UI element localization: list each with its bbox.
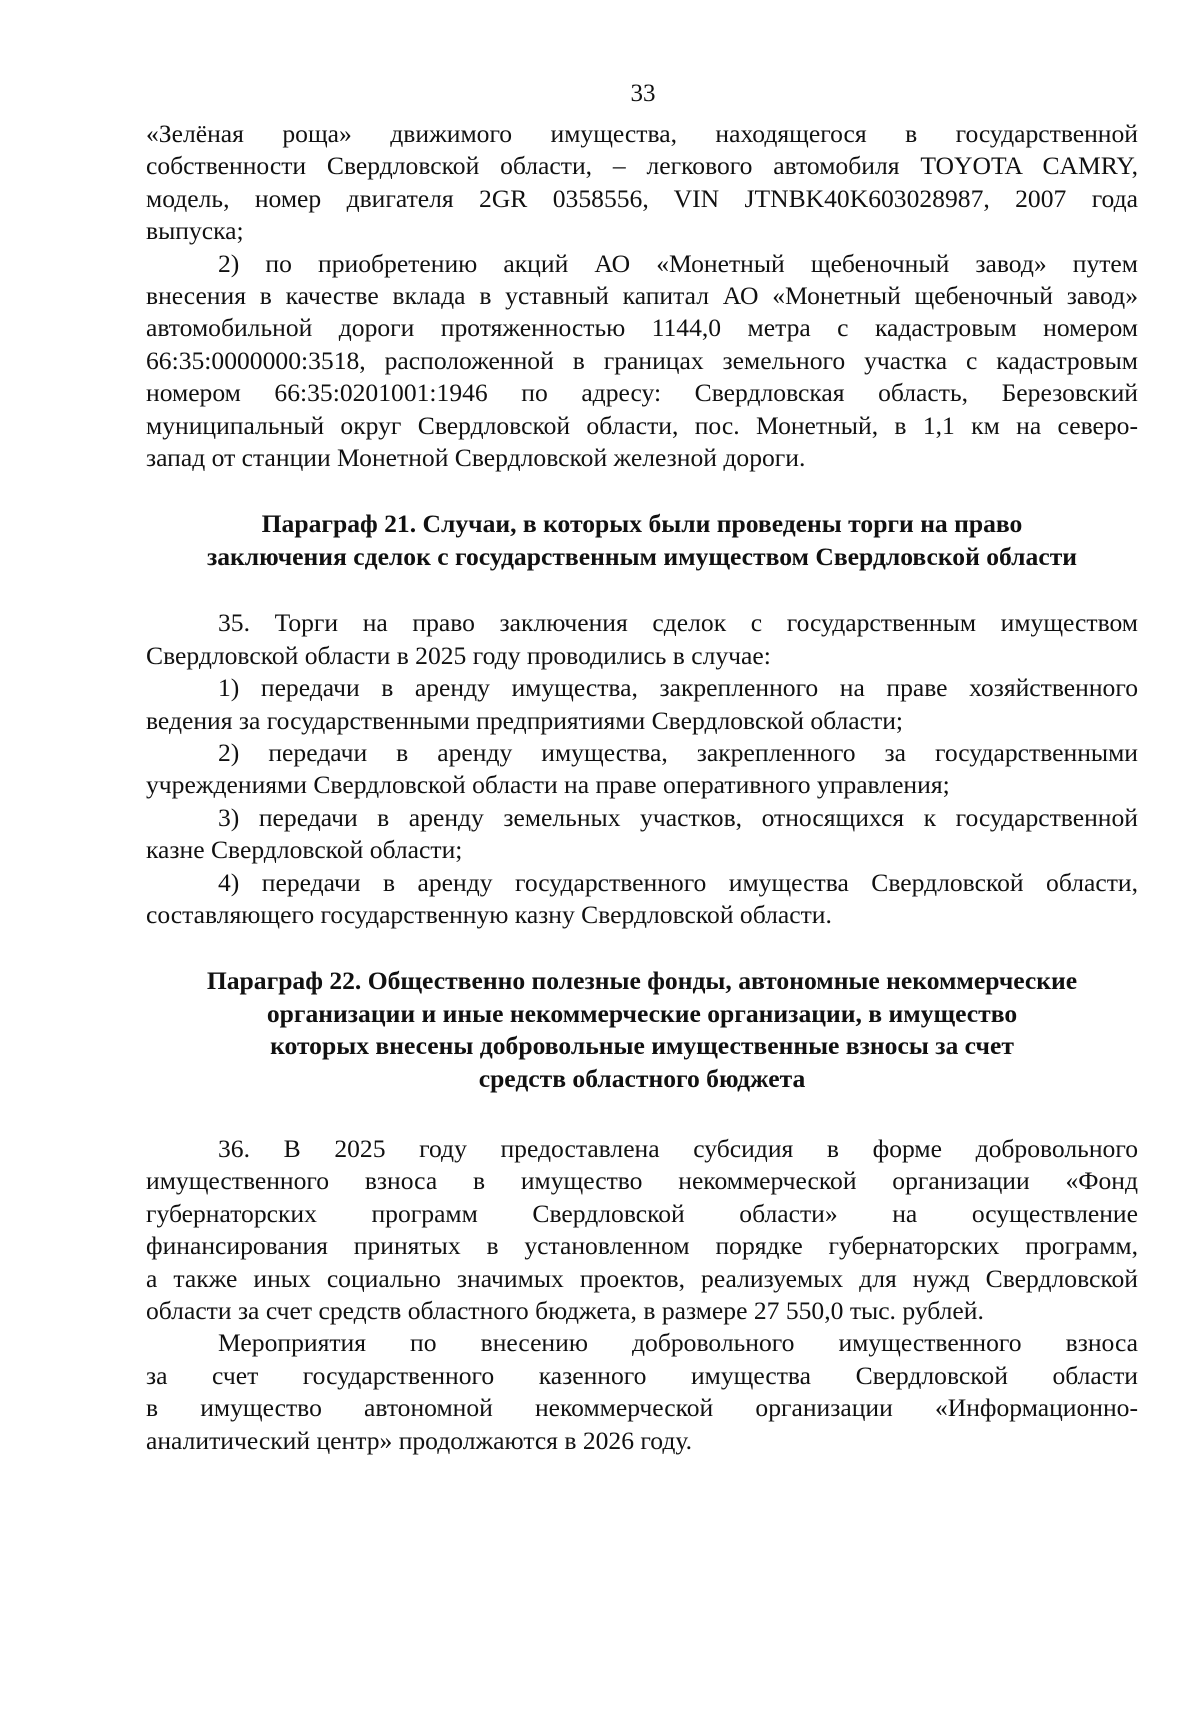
paragraph-vehicle-continuation xyxy=(146,118,1138,248)
text-line: 35. Торги на право заключения сделок с государственным имуществом xyxy=(218,608,1138,638)
text-line: 66:35:0000000:3518, расположенной в границах земельного участка с кадастровым xyxy=(146,345,1138,375)
document-body xyxy=(146,118,1138,1457)
text-line: финансирования принятых в установленном порядке губернаторских программ, xyxy=(146,1231,1138,1261)
heading-line: средств областного бюджета xyxy=(478,1063,806,1093)
paragraph-37 xyxy=(146,1327,1138,1457)
text-line: запад от станции Монетной Свердловской железной дороги. xyxy=(146,443,806,473)
paragraph-35-item-3 xyxy=(146,802,1138,867)
text-line: аналитический центр» продолжаются в 2026 году. xyxy=(146,1425,692,1455)
text-line: за счет государственного казенного имущества Свердловской области xyxy=(146,1360,1138,1390)
heading-line: заключения сделок с государственным имуществом Свердловской области xyxy=(206,541,1078,571)
text-line: имущественного взноса в имущество некоммерческой организации «Фонд xyxy=(146,1166,1138,1196)
text-line: номером 66:35:0201001:1946 по адресу: Свердловская область, Березовский xyxy=(146,378,1138,408)
text-line: области за счет средств областного бюджета, в размере 27 550,0 тыс. рублей. xyxy=(146,1296,984,1325)
text-line: ведения за государственными предприятиями Свердловской области; xyxy=(146,705,904,735)
text-line: Мероприятия по внесению добровольного имущественного взноса xyxy=(218,1328,1138,1358)
text-line: муниципальный округ Свердловской области, пос. Монетный, в 1,1 км на северо- xyxy=(146,410,1138,440)
heading-line: организации и иные некоммерческие организации, в имущество xyxy=(266,998,1018,1028)
text-line: а также иных социально значимых проектов, реализуемых для нужд Свердловской xyxy=(146,1263,1138,1293)
section-heading-paragraph-22 xyxy=(146,965,1138,1095)
text-line: Свердловской области в 2025 году проводились в случае: xyxy=(146,640,771,670)
text-line: 4) передачи в аренду государственного имущества Свердловской области, xyxy=(218,867,1138,897)
text-line: собственности Свердловской области, – легкового автомобиля TOYOTA CAMRY, xyxy=(146,151,1138,181)
section-heading-paragraph-21 xyxy=(146,508,1138,573)
page-number: 33 xyxy=(630,80,656,107)
paragraph-35 xyxy=(146,607,1138,672)
text-line: внесения в качестве вклада в уставный капитал АО «Монетный щебеночный завод» xyxy=(146,281,1138,311)
paragraph-35-item-4 xyxy=(146,867,1138,932)
heading-line: которых внесены добровольные имущественные взносы за счет xyxy=(270,1031,1014,1061)
heading-line: Параграф 22. Общественно полезные фонды, автономные некоммерческие xyxy=(206,966,1078,996)
text-line: в имущество автономной некоммерческой организации «Информационно- xyxy=(146,1393,1138,1423)
text-line: 1) передачи в аренду имущества, закрепленного на праве хозяйственного xyxy=(218,673,1138,703)
text-line: выпуска; xyxy=(146,216,244,246)
text-line: 36. В 2025 году предоставлена субсидия в форме добровольного xyxy=(218,1133,1138,1163)
text-line: «Зелёная роща» движимого имущества, находящегося в государственной xyxy=(146,119,1138,148)
paragraph-35-item-1 xyxy=(146,672,1138,737)
text-line: губернаторских программ Свердловской области» на осуществление xyxy=(146,1198,1138,1228)
paragraph-35-item-2 xyxy=(146,737,1138,802)
text-line: 3) передачи в аренду земельных участков, относящихся к государственной xyxy=(218,802,1138,832)
text-line: составляющего государственную казну Свердловской области. xyxy=(146,899,832,929)
text-line: модель, номер двигателя 2GR 0358556, VIN JTNBK40K603028987, 2007 года xyxy=(146,183,1138,213)
text-line: 2) передачи в аренду имущества, закрепленного за государственными xyxy=(218,737,1138,767)
paragraph-36 xyxy=(146,1133,1138,1327)
text-line: 2) по приобретению акций АО «Монетный щебеночный завод» путем xyxy=(218,248,1138,278)
text-line: казне Свердловской области; xyxy=(146,835,463,865)
heading-line: Параграф 21. Случаи, в которых были проведены торги на право xyxy=(261,509,1023,539)
text-line: учреждениями Свердловской области на праве оперативного управления; xyxy=(146,770,950,800)
text-line: автомобильной дороги протяженностью 1144,0 метра с кадастровым номером xyxy=(146,313,1138,343)
paragraph-item-2-shares xyxy=(146,248,1138,475)
